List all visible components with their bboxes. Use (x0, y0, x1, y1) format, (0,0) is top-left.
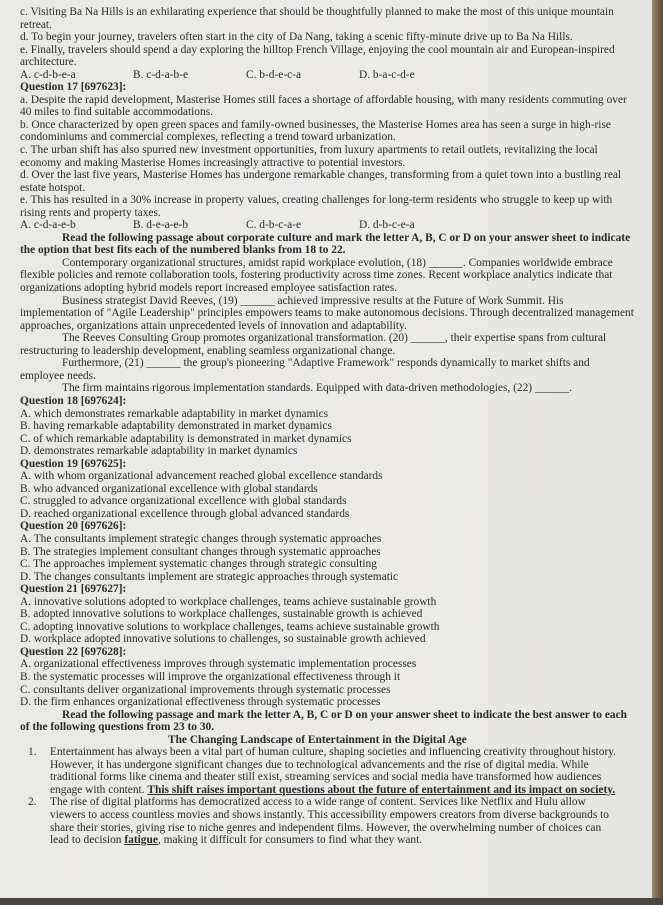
question-17-text-line: estate hotspot. (20, 181, 86, 194)
paragraph-text: engage with content. (50, 783, 148, 796)
underlined-phrase: fatigue (124, 834, 158, 847)
underlined-phrase: This shift raises important questions about the future of entertainment and its impact on society. (147, 783, 616, 796)
table-surface (0, 898, 663, 905)
answer-option: C. struggled to advance organizational excellence with global standards (20, 495, 347, 508)
answer-option: A. with whom organizational advancement reached global excellence standards (20, 470, 383, 483)
question-17-text-line: d. Over the last five years, Masterise Homes has undergone remarkable changes, transforming from a quiet town into a bustling real (20, 169, 622, 182)
option: A. c-d-a-e-b (20, 219, 76, 232)
paragraph-text: lead to decision (50, 834, 125, 847)
passage-title: The Changing Landscape of Entertainment in the Digital Age (168, 733, 467, 746)
instruction-line: Read the following passage and mark the letter A, B, C or D on your answer sheet to indicate the best answer to each (62, 708, 627, 721)
paragraph-line (0, 759, 652, 772)
paragraph-number: 2. (28, 796, 37, 809)
option: B. d-e-a-e-b (133, 219, 189, 232)
question-16-text-line: retreat. (20, 18, 52, 31)
answer-option: B. adopted innovative solutions to workplace challenges, sustainable growth is achieved (20, 608, 423, 621)
passage-line: Business strategist David Reeves, (19) ______ achieved impressive results at the Future of Work Summit. His (62, 294, 564, 307)
paragraph-text: traditional forms like cinema and theater still exist, streaming services and social media have transformed how audiences (50, 771, 602, 784)
question-17-text-line: b. Once characterized by open green spaces and family-owned businesses, the Masterise Homes area has seen a surge in high-rise (20, 118, 611, 131)
passage-line: Contemporary organizational structures, amidst rapid workplace evolution, (18) ______. Companies worldwide embrace (62, 256, 613, 269)
page-edge (652, 0, 663, 905)
answer-option: D. The changes consultants implement are strategic approaches through systematic (20, 570, 399, 583)
question-16-text-line: c. Visiting Ba Na Hills is an exhilarating experience that should be thoughtfully planned to make the most of this unique mountain (20, 6, 614, 18)
passage-line: organizations adopting hybrid models report increased employee satisfaction rates. (20, 282, 398, 295)
passage-line: Furthermore, (21) ______ the group's pioneering "Adaptive Framework" responds dynamically to market shifts and (62, 357, 590, 370)
options-row (0, 219, 652, 232)
answer-option: C. of which remarkable adaptability is demonstrated in market dynamics (20, 432, 352, 445)
question-heading: Question 17 [697623]: (20, 81, 127, 94)
paragraph-text: The rise of digital platforms has democratized access to a wide range of content. Services like Netflix and Hulu allow (50, 796, 586, 809)
option: C. d-b-c-a-e (246, 219, 302, 232)
option: A. c-d-b-e-a (20, 68, 76, 81)
answer-option: B. who advanced organizational excellence with global standards (20, 482, 318, 495)
paragraph-line (0, 771, 652, 784)
options-row (0, 69, 652, 82)
paragraph-text: Entertainment has always been a vital part of human culture, shaping societies and influencing creativity throughout history. (50, 746, 617, 759)
question-heading: Question 19 [697625]: (20, 457, 127, 470)
question-17-text-line: a. Despite the rapid development, Masterise Homes still faces a shortage of affordable housing, with many residents commuting over (20, 93, 627, 106)
answer-option: A. organizational effectiveness improves through systematic implementation processes (20, 658, 417, 671)
answer-option: D. reached organizational excellence through global advanced standards (20, 507, 350, 520)
paragraph-line (0, 809, 652, 822)
paragraph-text: , making it difficult for consumers to find what they want. (157, 834, 423, 847)
answer-option: B. having remarkable adaptability demonstrated in market dynamics (20, 420, 332, 433)
question-17-text-line: condominiums and commercial complexes, reflecting a trend toward urbanization. (20, 131, 396, 144)
paragraph-line (0, 796, 652, 809)
passage-line: implementation of "Agile Leadership" principles empowers teams to make autonomous decisions. Through decentralized management (20, 307, 634, 320)
passage-line: The firm maintains rigorous implementation standards. Equipped with data-driven methodologies, (22) ______. (62, 382, 572, 395)
answer-option: D. workplace adopted innovative solutions to challenges, so sustainable growth achieved (20, 633, 426, 646)
passage-line: flexible policies and remote collaboration tools, fostering productivity across time zones. Recent workplace analytics indicate that (20, 269, 613, 282)
paragraph-text: viewers to access countless movies and shows instantly. This accessibility empowers creators from diverse backgrounds to (50, 809, 609, 821)
question-16-text-line: architecture. (20, 56, 77, 69)
passage-line: The Reeves Consulting Group promotes organizational transformation. (20) ______, their expertise spans from cultural (62, 332, 607, 345)
question-heading: Question 18 [697624]: (20, 394, 127, 407)
option: D. b-a-c-d-e (359, 68, 415, 81)
answer-option: D. the firm enhances organizational effectiveness through systematic processes (20, 696, 381, 709)
question-heading: Question 21 [697627]: (20, 583, 127, 596)
paragraph-text: However, it has undergone significant changes due to technological advancements and the rise of digital media. While (50, 758, 589, 771)
instruction-line: Read the following passage about corporate culture and mark the letter A, B, C or D on your answer sheet to indicate (62, 231, 631, 244)
instruction-line: of the following questions from 23 to 30. (20, 721, 215, 734)
question-17-text-line: rising rents and property taxes. (20, 206, 161, 219)
answer-option: D. demonstrates remarkable adaptability in market dynamics (20, 445, 298, 458)
question-16-text-line: d. To begin your journey, travelers often start in the city of Da Nang, taking a scenic fifty-minute drive up to Ba Na Hills. (20, 31, 573, 44)
answer-option: B. The strategies implement consultant changes through systematic approaches (20, 545, 381, 558)
question-17-text-line: e. This has resulted in a 30% increase in property values, creating challenges for long-term residents who struggle to keep up with (20, 194, 613, 207)
passage-line: approaches, organizations attain unprecedented levels of innovation and adaptability. (20, 319, 407, 332)
question-17-text-line: c. The urban shift has also spurred new investment opportunities, from luxury apartments to retail outlets, revitalizing the local (20, 144, 598, 157)
question-16-text-line: e. Finally, travelers should spend a day exploring the hilltop French Village, enjoying the cool mountain air and European-inspired (20, 43, 615, 56)
question-heading: Question 20 [697626]: (20, 520, 127, 533)
paragraph-number: 1. (28, 746, 37, 759)
passage-line: employee needs. (20, 369, 96, 382)
answer-option: B. the systematic processes will improve the organizational effectiveness through it (20, 670, 401, 683)
answer-option: A. which demonstrates remarkable adaptability in market dynamics (20, 407, 329, 420)
question-17-text-line: economy and making Masterise Homes increasingly attractive to potential investors. (20, 156, 406, 169)
answer-option: C. consultants deliver organizational improvements through systematic processes (20, 683, 391, 696)
instruction-line: the option that best fits each of the numbered blanks from 18 to 22. (20, 244, 346, 257)
answer-option: A. The consultants implement strategic changes through systematic approaches (20, 532, 382, 545)
option: C. b-d-e-c-a (246, 68, 302, 81)
option: B. c-d-a-b-e (133, 68, 189, 81)
paragraph-line (0, 834, 652, 847)
passage-line: restructuring to leadership development, enabling seamless organizational change. (20, 344, 396, 357)
option: D. d-b-c-e-a (359, 219, 415, 232)
question-heading: Question 22 [697628]: (20, 645, 127, 658)
paragraph-line (0, 746, 652, 759)
paragraph-text: share their stories, giving rise to niche genres and independent films. However, the overwhelming number of choices can (50, 821, 602, 834)
answer-option: A. innovative solutions adopted to workplace challenges, teams achieve sustainable growth (20, 595, 437, 608)
question-17-text-line: 40 miles to find suitable accommodations. (20, 106, 213, 119)
paragraph-line (0, 784, 652, 797)
paragraph-line (0, 822, 652, 835)
answer-option: C. The approaches implement systematic changes through strategic consulting (20, 558, 377, 571)
answer-option: C. adopting innovative solutions to workplace challenges, teams achieve sustainable growth (20, 620, 440, 633)
